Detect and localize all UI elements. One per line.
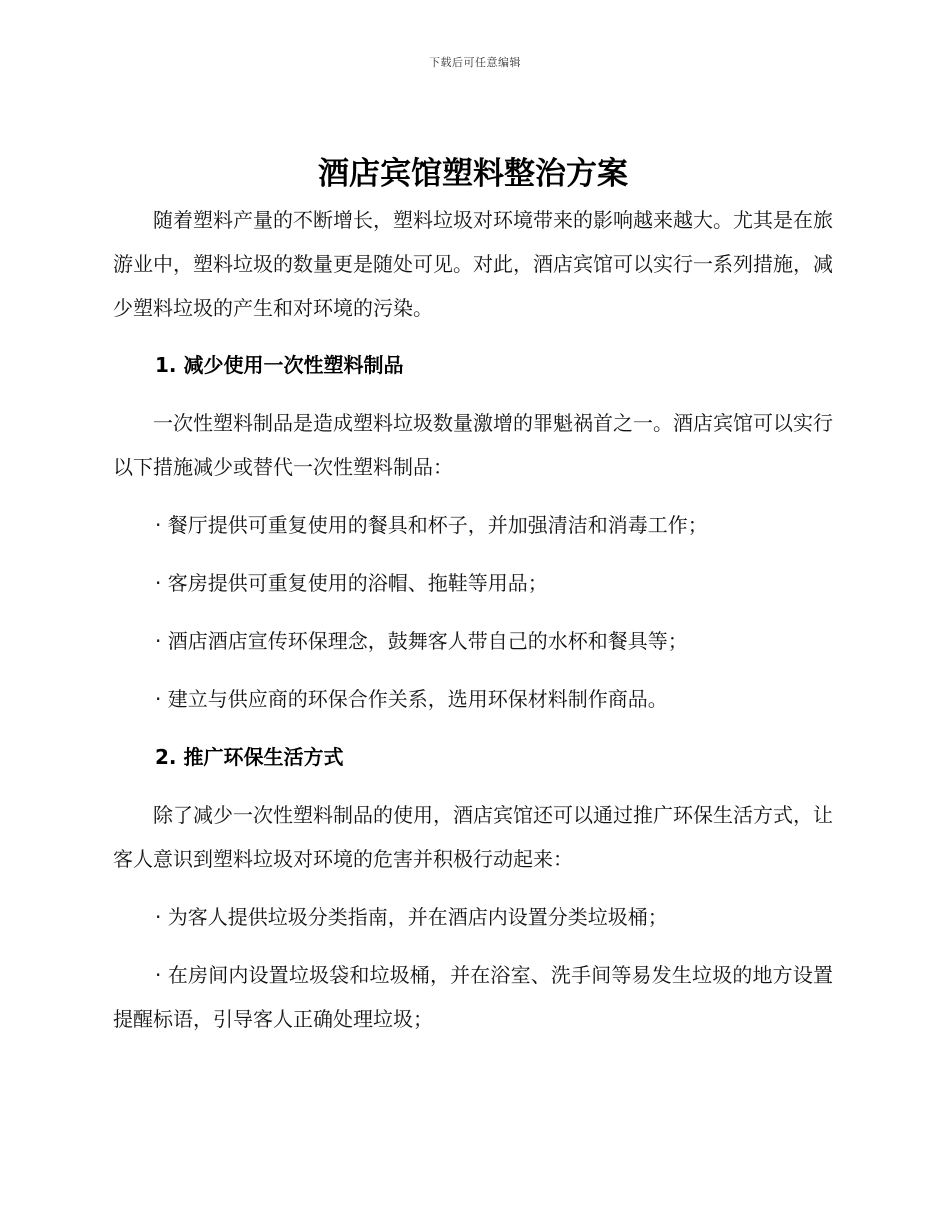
intro-paragraph: 随着塑料产量的不断增长，塑料垃圾对环境带来的影响越来越大。尤其是在旅游业中，塑料垃圾的数量更是随处可见。对此，酒店宾馆可以实行一系列措施，减少塑料垃圾的产生和对环境的污染。 [113, 208, 833, 320]
section-1-bullet-1: · 餐厅提供可重复使用的餐具和杯子，并加强清洁和消毒工作； [155, 513, 708, 537]
section-2-bullet-1: · 为客人提供垃圾分类指南，并在酒店内设置分类垃圾桶； [155, 905, 668, 929]
document-title: 酒店宾馆塑料整治方案 [318, 156, 628, 192]
section-1-bullet-2: · 客房提供可重复使用的浴帽、拖鞋等用品； [155, 571, 548, 595]
section-1-paragraph: 一次性塑料制品是造成塑料垃圾数量激增的罪魁祸首之一。酒店宾馆可以实行以下措施减少或替代一次性塑料制品： [113, 411, 833, 479]
section-heading-2: 2. 推广环保生活方式 [155, 745, 344, 769]
document-body [113, 150, 833, 1041]
page-header-note: 下载后可任意编辑 [429, 56, 521, 69]
section-1-bullet-4: · 建立与供应商的环保合作关系，选用环保材料制作商品。 [155, 687, 668, 711]
section-2-paragraph: 除了减少一次性塑料制品的使用，酒店宾馆还可以通过推广环保生活方式，让客人意识到塑料垃圾对环境的危害并积极行动起来： [113, 803, 833, 871]
section-heading-1: 1. 减少使用一次性塑料制品 [155, 353, 404, 377]
section-1-bullet-3: · 酒店酒店宣传环保理念，鼓舞客人带自己的水杯和餐具等； [155, 629, 688, 653]
section-2-bullet-2: · 在房间内设置垃圾袋和垃圾桶，并在浴室、洗手间等易发生垃圾的地方设置提醒标语，引导客人正确处理垃圾； [113, 963, 833, 1031]
